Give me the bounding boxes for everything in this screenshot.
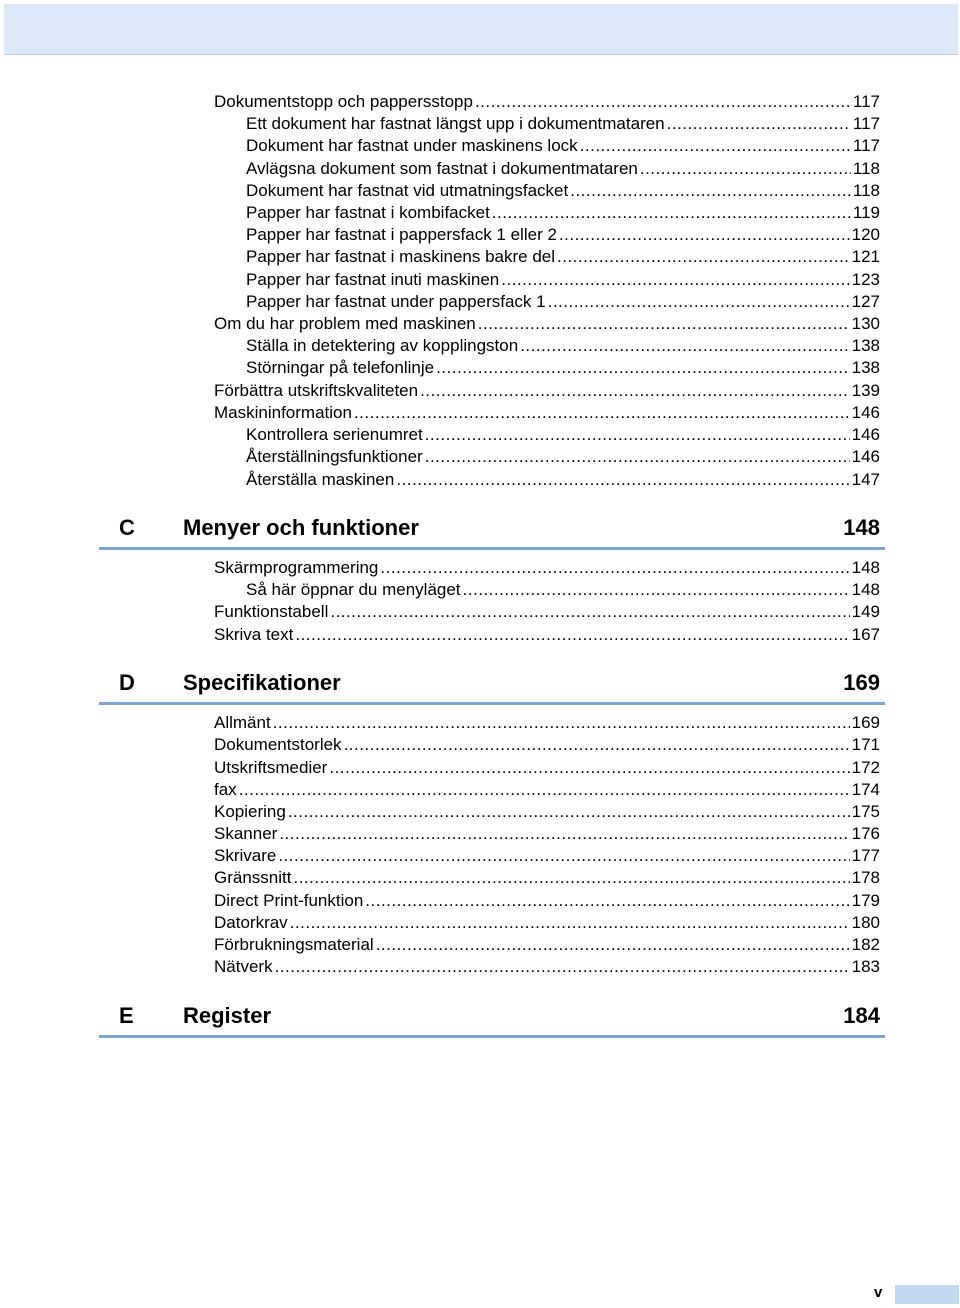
- toc-entry[interactable]: Skanner ..... 176: [214, 823, 880, 845]
- toc-entry[interactable]: Papper har fastnat i kombifacket ..... 119: [246, 202, 880, 224]
- chapter-title: Specifikationer: [183, 670, 341, 695]
- toc-entry[interactable]: Dokumentstopp och pappersstopp ..... 117: [214, 91, 880, 113]
- chapter-page: 148: [843, 515, 880, 540]
- toc-entry[interactable]: Ett dokument har fastnat längst upp i dokumentmataren ..... 117: [246, 113, 880, 135]
- toc-entry[interactable]: Skrivare ..... 177: [214, 845, 880, 867]
- toc-entry[interactable]: Skriva text ..... 167: [214, 624, 880, 646]
- page-number: v: [874, 1284, 883, 1301]
- toc-entry[interactable]: Ställa in detektering av kopplingston ..... 138: [246, 335, 880, 357]
- chapter-letter: C: [119, 515, 135, 540]
- toc-entry[interactable]: Gränssnitt ..... 178: [214, 867, 880, 889]
- toc-entry[interactable]: Dokument har fastnat vid utmatningsfacket ..... 118: [246, 180, 880, 202]
- toc-entry[interactable]: Funktionstabell ..... 149: [214, 601, 880, 623]
- chapter-title: Menyer och funktioner: [183, 515, 419, 540]
- toc-entry[interactable]: Störningar på telefonlinje ..... 138: [246, 357, 880, 379]
- toc-entry[interactable]: Förbättra utskriftskvaliteten ..... 139: [214, 380, 880, 402]
- chapter-page: 169: [843, 670, 880, 695]
- toc-entry[interactable]: Maskininformation ..... 146: [214, 402, 880, 424]
- toc-entry[interactable]: Förbrukningsmaterial ..... 182: [214, 934, 880, 956]
- chapter-heading-e[interactable]: [99, 995, 885, 1038]
- toc-entry[interactable]: Dokumentstorlek ..... 171: [214, 734, 880, 756]
- toc-entry[interactable]: Papper har fastnat under pappersfack 1 ..... 127: [246, 291, 880, 313]
- toc-entry[interactable]: Nätverk ..... 183: [214, 956, 880, 978]
- toc-entry[interactable]: Återställa maskinen ..... 147: [246, 469, 880, 491]
- toc-entry[interactable]: Dokument har fastnat under maskinens lock ..... 117: [246, 135, 880, 157]
- toc-entry[interactable]: Kontrollera serienumret ..... 146: [246, 424, 880, 446]
- toc-entry[interactable]: fax ..... 174: [214, 779, 880, 801]
- toc-entry[interactable]: Allmänt ..... 169: [214, 712, 880, 734]
- chapter-title: Register: [183, 1003, 272, 1028]
- toc-entry[interactable]: Om du har problem med maskinen ..... 130: [214, 313, 880, 335]
- chapter-letter: E: [119, 1003, 134, 1028]
- toc-entry[interactable]: Utskriftsmedier ..... 172: [214, 757, 880, 779]
- toc-entry[interactable]: Skärmprogrammering ..... 148: [214, 557, 880, 579]
- toc-entry[interactable]: Papper har fastnat i maskinens bakre del ..... 121: [246, 246, 880, 268]
- toc-entry[interactable]: Papper har fastnat i pappersfack 1 eller 2 ..... 120: [246, 224, 880, 246]
- toc-entry[interactable]: Datorkrav ..... 180: [214, 912, 880, 934]
- chapter-letter: D: [119, 670, 135, 695]
- toc-entry[interactable]: Avlägsna dokument som fastnat i dokumentmataren ..... 118: [246, 158, 880, 180]
- toc-entry[interactable]: Återställningsfunktioner ..... 146: [246, 446, 880, 468]
- chapter-page: 184: [843, 1003, 880, 1028]
- chapter-heading-c[interactable]: [99, 507, 885, 550]
- chapter-heading-d[interactable]: [99, 662, 885, 705]
- toc-entry[interactable]: Så här öppnar du menyläget ..... 148: [246, 579, 880, 601]
- header-band: [4, 4, 958, 55]
- toc-entry[interactable]: Papper har fastnat inuti maskinen ..... 123: [246, 269, 880, 291]
- footer-tab: [895, 1285, 959, 1304]
- toc-entry[interactable]: Kopiering ..... 175: [214, 801, 880, 823]
- toc-entry[interactable]: Direct Print-funktion ..... 179: [214, 890, 880, 912]
